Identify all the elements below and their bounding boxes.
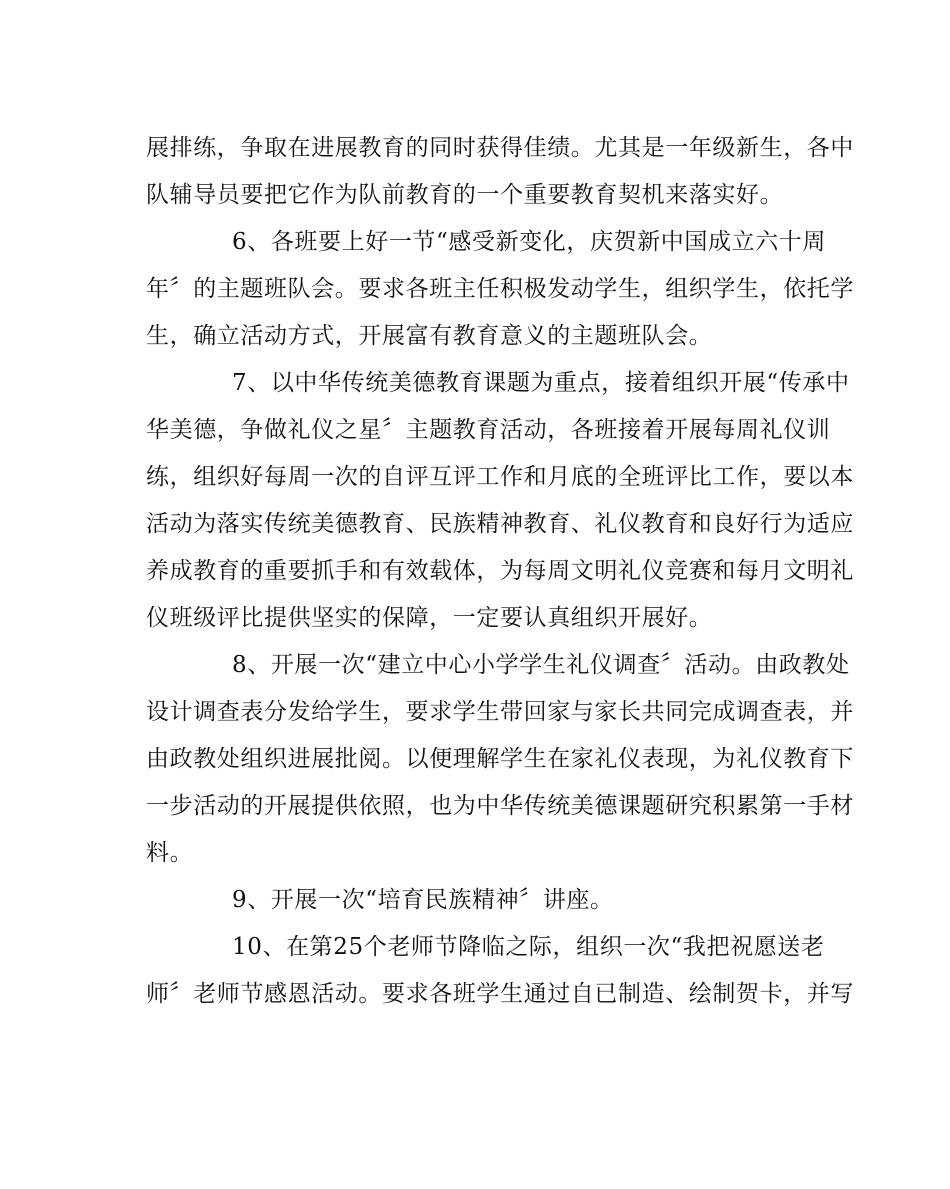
text-line: 师〞老师节感恩活动。要求各班学生通过自已制造、绘制贺卡，并写 [146, 981, 854, 1007]
text-line: 养成教育的重要抓手和有效载体，为每周文明礼仪竞赛和每月文明礼 [146, 558, 854, 584]
text-line: 设计调查表分发给学生，要求学生带回家与家长共同完成调查表，并 [146, 699, 854, 725]
text-line: 展排练，争取在进展教育的同时获得佳绩。尤其是一年级新生，各中 [146, 135, 854, 161]
text-line: 活动为落实传统美德教育、民族精神教育、礼仪教育和良好行为适应 [146, 511, 854, 537]
text-line: 队辅导员要把它作为队前教育的一个重要教育契机来落实好。 [146, 182, 784, 208]
text-line: 仪班级评比提供坚实的保障，一定要认真组织开展好。 [146, 605, 713, 631]
paragraph-start-line: 9、开展一次“培育民族精神〞讲座。 [232, 887, 614, 913]
text-line: 华美德，争做礼仪之星〞主题教育活动，各班接着开展每周礼仪训 [146, 417, 831, 443]
text-line: 练，组织好每周一次的自评互评工作和月底的全班评比工作，要以本 [146, 464, 854, 490]
text-line: 年〞的主题班队会。要求各班主任积极发动学生，组织学生，依托学 [146, 276, 854, 302]
paragraph-start-line: 8、开展一次“建立中心小学学生礼仪调查〞活动。由政教处 [232, 652, 850, 678]
text-line: 生，确立活动方式，开展富有教育意义的主题班队会。 [146, 323, 713, 349]
text-line: 一步活动的开展提供依照，也为中华传统美德课题研究积累第一手材 [146, 793, 854, 819]
paragraph-start-line: 10、在第25个老师节降临之际，组织一次“我把祝愿送老 [232, 934, 825, 960]
paragraph-start-line: 7、以中华传统美德教育课题为重点，接着组织开展“传承中 [232, 370, 850, 396]
text-line: 由政教处组织进展批阅。以便理解学生在家礼仪表现，为礼仪教育下 [146, 746, 854, 772]
paragraph-start-line: 6、各班要上好一节“感受新变化，庆贺新中国成立六十周 [232, 229, 826, 255]
text-line: 料。 [146, 840, 194, 866]
